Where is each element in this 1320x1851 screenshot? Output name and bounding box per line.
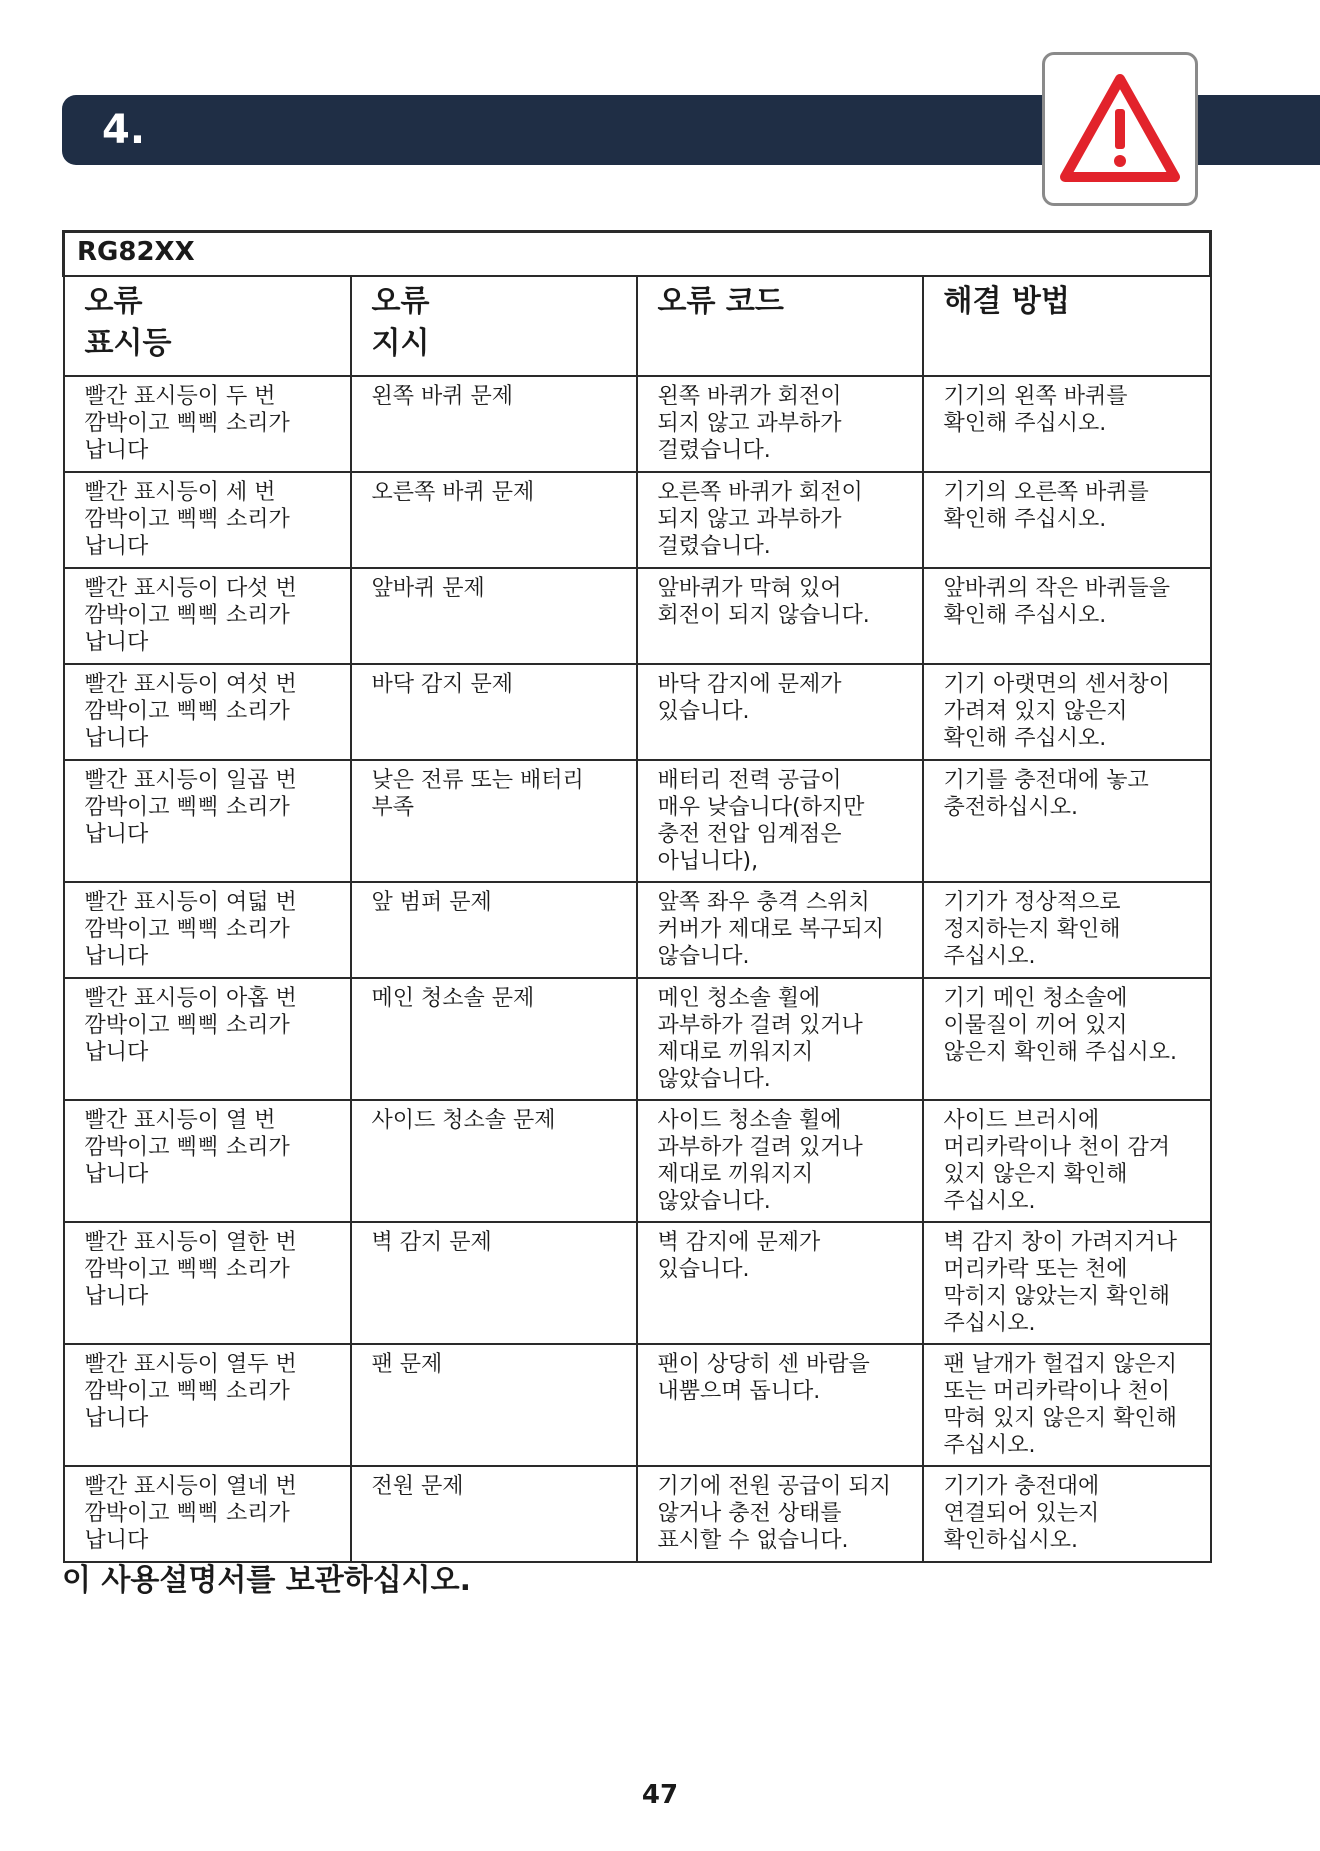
table-cell: 벽 감지에 문제가 있습니다. [637,1222,923,1344]
table-cell: 낮은 전류 또는 배터리 부족 [351,760,637,882]
page-number: 47 [641,1780,679,1810]
table-cell: 빨간 표시등이 세 번 깜박이고 삑삑 소리가 납니다 [64,472,351,568]
table-cell: 기기가 정상적으로 정지하는지 확인해 주십시오. [923,882,1211,978]
table-cell: 앞바퀴가 막혀 있어 회전이 되지 않습니다. [637,568,923,664]
error-table [62,230,1212,1563]
table-cell: 벽 감지 문제 [351,1222,637,1344]
table-cell: 빨간 표시등이 열한 번 깜박이고 삑삑 소리가 납니다 [64,1222,351,1344]
table-cell: 빨간 표시등이 아홉 번 깜박이고 삑삑 소리가 납니다 [64,978,351,1100]
table-cell: 팬 날개가 헐겁지 않은지 또는 머리카락이나 천이 막혀 있지 않은지 확인해 주십시오. [923,1344,1211,1466]
table-cell: 바닥 감지에 문제가 있습니다. [637,664,923,760]
warning-triangle-icon [1057,71,1183,187]
table-cell: 바닥 감지 문제 [351,664,637,760]
table-cell: 사이드 청소솔 휠에 과부하가 걸려 있거나 제대로 끼워지지 않았습니다. [637,1100,923,1222]
table-cell: 사이드 청소솔 문제 [351,1100,637,1222]
table-cell: 빨간 표시등이 여섯 번 깜박이고 삑삑 소리가 납니다 [64,664,351,760]
table-cell: 기기가 충전대에 연결되어 있는지 확인하십시오. [923,1466,1211,1562]
table-row [64,1344,1211,1466]
table-cell: 벽 감지 창이 가려지거나 머리카락 또는 천에 막히지 않았는지 확인해 주십시오. [923,1222,1211,1344]
table-row [64,1222,1211,1344]
table-row [64,472,1211,568]
table-cell: 메인 청소솔 휠에 과부하가 걸려 있거나 제대로 끼워지지 않았습니다. [637,978,923,1100]
table-cell: 빨간 표시등이 일곱 번 깜박이고 삑삑 소리가 납니다 [64,760,351,882]
table-cell: 왼쪽 바퀴가 회전이 되지 않고 과부하가 걸렸습니다. [637,376,923,472]
table-cell: 사이드 브러시에 머리카락이나 천이 감겨 있지 않은지 확인해 주십시오. [923,1100,1211,1222]
table-cell: 빨간 표시등이 두 번 깜박이고 삑삑 소리가 납니다 [64,376,351,472]
table-cell: 기기 아랫면의 센서창이 가려져 있지 않은지 확인해 주십시오. [923,664,1211,760]
table-cell: 빨간 표시등이 열 번 깜박이고 삑삑 소리가 납니다 [64,1100,351,1222]
table-header-row [64,276,1211,376]
table-cell: 기기의 왼쪽 바퀴를 확인해 주십시오. [923,376,1211,472]
table-cell: 빨간 표시등이 열두 번 깜박이고 삑삑 소리가 납니다 [64,1344,351,1466]
model-name: RG82XX [64,232,1211,277]
table-cell: 앞바퀴의 작은 바퀴들을 확인해 주십시오. [923,568,1211,664]
table-cell: 빨간 표시등이 여덟 번 깜박이고 삑삑 소리가 납니다 [64,882,351,978]
table-cell: 기기를 충전대에 놓고 충전하십시오. [923,760,1211,882]
section-number: 4. [102,107,146,153]
warning-box [1042,52,1198,206]
table-row [64,882,1211,978]
table-cell: 빨간 표시등이 다섯 번 깜박이고 삑삑 소리가 납니다 [64,568,351,664]
table-cell: 기기에 전원 공급이 되지 않거나 충전 상태를 표시할 수 없습니다. [637,1466,923,1562]
table-cell: 기기의 오른쪽 바퀴를 확인해 주십시오. [923,472,1211,568]
table-cell: 팬 문제 [351,1344,637,1466]
table-row [64,376,1211,472]
table-cell: 전원 문제 [351,1466,637,1562]
column-header: 오류 코드 [637,276,923,376]
table-cell: 앞 범퍼 문제 [351,882,637,978]
table-cell: 오른쪽 바퀴가 회전이 되지 않고 과부하가 걸렸습니다. [637,472,923,568]
table-row [64,1466,1211,1562]
table-cell: 기기 메인 청소솔에 이물질이 끼어 있지 않은지 확인해 주십시오. [923,978,1211,1100]
table-row [64,664,1211,760]
table-row [64,1100,1211,1222]
table-cell: 배터리 전력 공급이 매우 낮습니다(하지만 충전 전압 임계점은 아닙니다), [637,760,923,882]
table-body [64,376,1211,1562]
table-cell: 오른쪽 바퀴 문제 [351,472,637,568]
column-header: 오류 표시등 [64,276,351,376]
table-row [64,760,1211,882]
column-header: 오류 지시 [351,276,637,376]
table-cell: 왼쪽 바퀴 문제 [351,376,637,472]
table-cell: 팬이 상당히 센 바람을 내뿜으며 돕니다. [637,1344,923,1466]
table-cell: 앞쪽 좌우 충격 스위치 커버가 제대로 복구되지 않습니다. [637,882,923,978]
footer-note: 이 사용설명서를 보관하십시오. [62,1563,472,1598]
table-row [64,568,1211,664]
table-row [64,978,1211,1100]
table-cell: 빨간 표시등이 열네 번 깜박이고 삑삑 소리가 납니다 [64,1466,351,1562]
table-cell: 메인 청소솔 문제 [351,978,637,1100]
table-cell: 앞바퀴 문제 [351,568,637,664]
column-header: 해결 방법 [923,276,1211,376]
